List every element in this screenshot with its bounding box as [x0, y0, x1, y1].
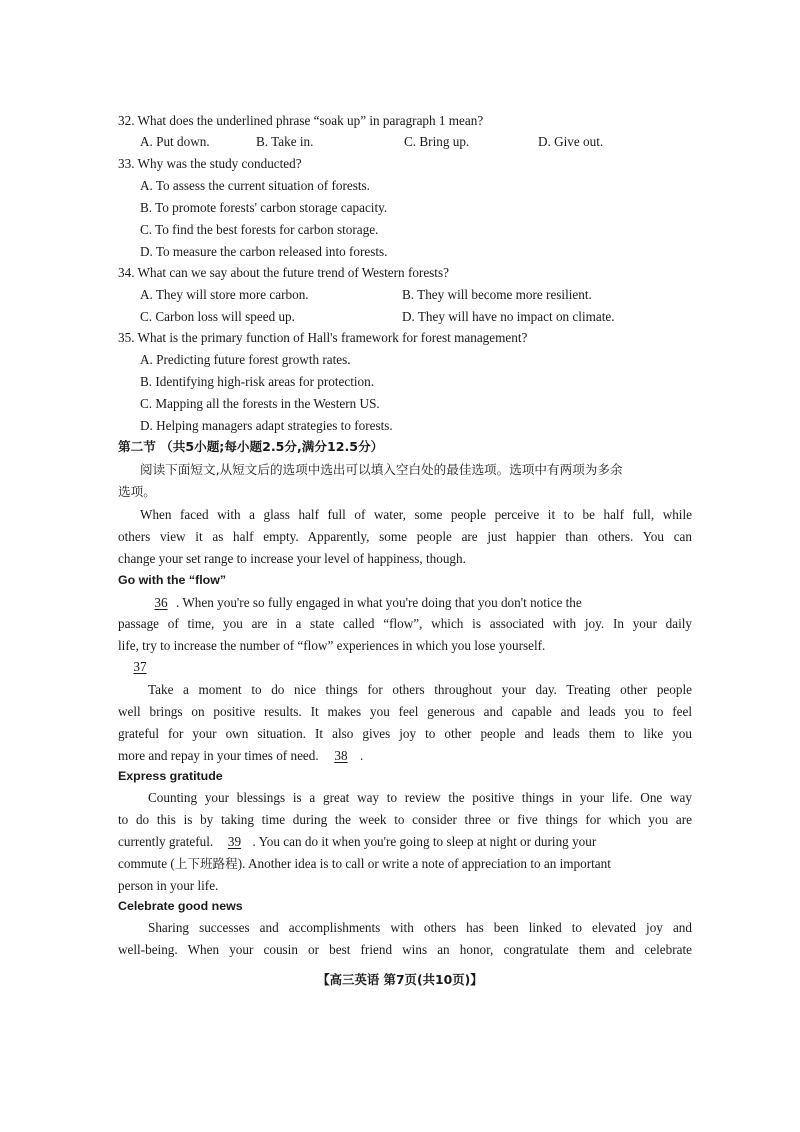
- question-34-options-row1: [118, 286, 698, 304]
- option-35-b: B. Identifying high-risk areas for protection.: [140, 374, 375, 389]
- grat-line-3-end: . You can do it when you're going to sleep at night or during your: [252, 834, 597, 849]
- grat-line-4: [118, 854, 692, 874]
- option-32-d: D. Give out.: [538, 134, 604, 149]
- option-34-c: C. Carbon loss will speed up.: [140, 309, 295, 324]
- option-33-b: B. To promote forests' carbon storage capacity.: [140, 200, 388, 215]
- commute-chinese-gloss: 上下班路程: [174, 856, 238, 871]
- question-35-stem: 35. What is the primary function of Hall's framework for forest management?: [118, 330, 528, 345]
- option-34-a: A. They will store more carbon.: [140, 287, 309, 302]
- blank-37: 37: [133, 659, 147, 674]
- kind-line-4: [118, 746, 692, 766]
- option-35-c: C. Mapping all the forests in the Western US.: [140, 396, 380, 411]
- celebrate-line-2: well-being. When your cousin or best friend wins an honor, congratulate them and celebrate: [118, 942, 692, 957]
- option-33-a: A. To assess the current situation of forests.: [140, 178, 370, 193]
- flow-line-1: [146, 593, 692, 613]
- intro-line-3: change your set range to increase your level of happiness, though.: [118, 551, 466, 566]
- flow-line-3: life, try to increase the number of “flow” experiences in which you lose yourself.: [118, 638, 546, 653]
- page-footer: 【高三英语 第7页(共10页)】: [317, 972, 483, 987]
- question-34-stem: 34. What can we say about the future trend of Western forests?: [118, 265, 449, 280]
- heading-express-gratitude: Express gratitude: [118, 769, 223, 783]
- kind-line-4-end: .: [359, 748, 364, 763]
- option-32-a: A. Put down.: [140, 134, 210, 149]
- heading-go-with-flow: Go with the “flow”: [118, 573, 227, 587]
- question-32-options: [118, 133, 698, 151]
- blank-39: 39: [227, 834, 242, 849]
- question-32-stem: 32. What does the underlined phrase “soak up” in paragraph 1 mean?: [118, 113, 484, 128]
- kind-line-4-text: more and repay in your times of need.: [118, 748, 319, 763]
- grat-line-3: [118, 832, 692, 852]
- option-33-d: D. To measure the carbon released into forests.: [140, 244, 388, 259]
- flow-line-1-text: . When you're so fully engaged in what you're doing that you don't notice the: [176, 595, 582, 610]
- section-title: 第二节 （共5小题;每小题2.5分,满分12.5分）: [118, 439, 384, 454]
- flow-line-2: passage of time, you are in a state called “flow”, which is associated with joy. In your daily: [118, 616, 692, 631]
- option-33-c: C. To find the best forests for carbon storage.: [140, 222, 379, 237]
- grat-line-4-end: ). Another idea is to call or write a note of appreciation to an important: [237, 856, 611, 871]
- heading-celebrate-good-news: Celebrate good news: [118, 899, 243, 913]
- kind-line-2: well brings on positive results. It makes you feel generous and capable and leads you to feel: [118, 704, 692, 719]
- blank-37-line: [120, 658, 160, 676]
- option-35-d: D. Helping managers adapt strategies to forests.: [140, 418, 393, 433]
- grat-line-3-text: currently grateful.: [118, 834, 214, 849]
- section-instruction-line1: 阅读下面短文,从短文后的选项中选出可以填入空白处的最佳选项。选项中有两项为多余: [140, 462, 623, 477]
- option-34-d: D. They will have no impact on climate.: [402, 309, 615, 324]
- grat-line-1: Counting your blessings is a great way to review the positive things in your life. One way: [148, 790, 692, 805]
- blank-36: 36: [154, 595, 168, 610]
- grat-line-5: person in your life.: [118, 878, 219, 893]
- kind-line-1: Take a moment to do nice things for others throughout your day. Treating other people: [148, 682, 692, 697]
- grat-line-2: to do this is by taking time during the week to consider three or five things for which you are: [118, 812, 692, 827]
- section-instruction-line2: 选项。: [118, 484, 156, 499]
- celebrate-line-1: Sharing successes and accomplishments with others has been linked to elevated joy and: [148, 920, 692, 935]
- question-34-options-row2: [118, 308, 698, 326]
- question-33-stem: 33. Why was the study conducted?: [118, 156, 302, 171]
- intro-line-1: When faced with a glass half full of water, some people perceive it to be half full, while: [140, 507, 692, 522]
- grat-line-4-start: commute (: [118, 856, 175, 871]
- blank-38: 38: [334, 748, 348, 763]
- option-32-b: B. Take in.: [256, 134, 314, 149]
- kind-line-3: grateful for your own situation. It also gives joy to other people and leads them to like you: [118, 726, 692, 741]
- option-34-b: B. They will become more resilient.: [402, 287, 592, 302]
- option-32-c: C. Bring up.: [404, 134, 470, 149]
- intro-line-2: others view it as half empty. Apparently, some people are just happier than others. You can: [118, 529, 692, 544]
- option-35-a: A. Predicting future forest growth rates.: [140, 352, 351, 367]
